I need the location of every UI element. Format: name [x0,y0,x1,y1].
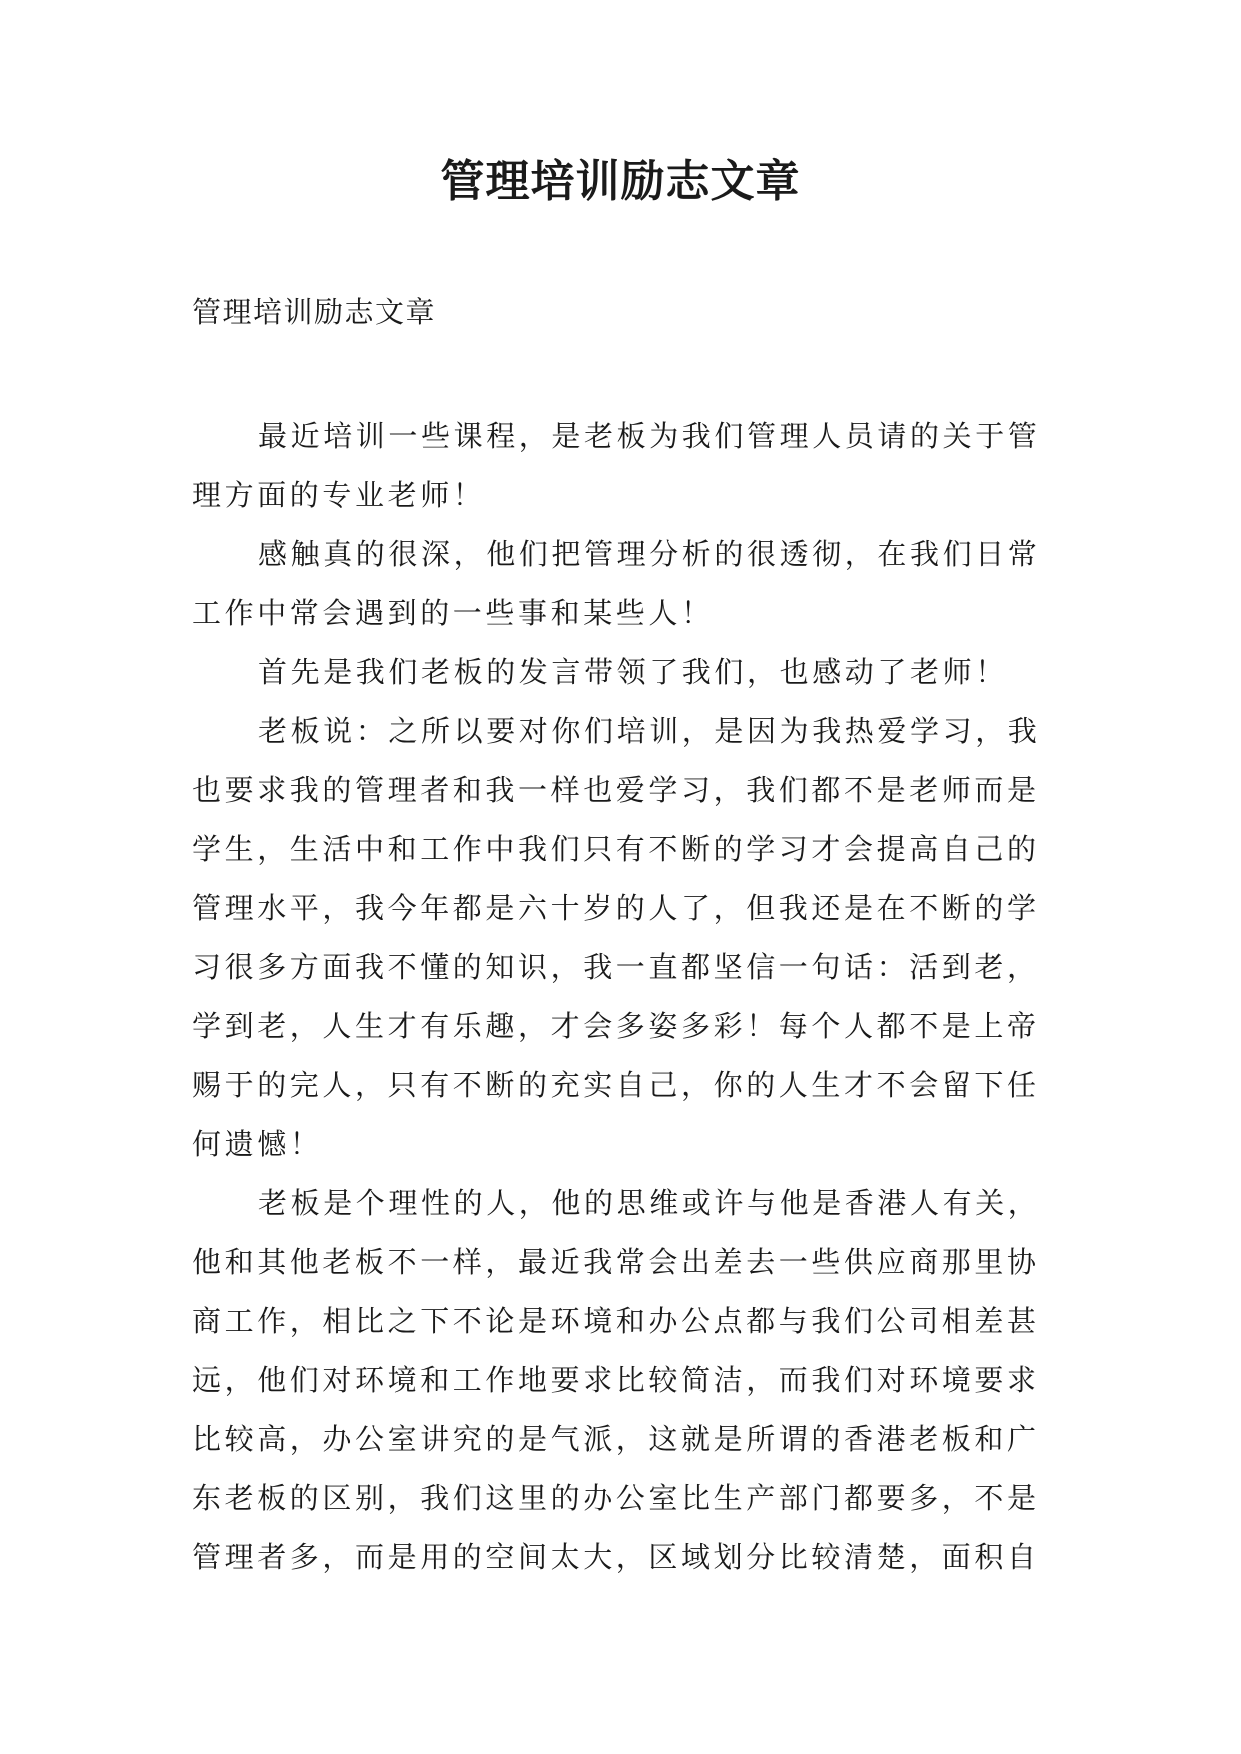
text-line: 他和其他老板不一样，最近我常会出差去一些供应商那里协 [192,1245,1040,1279]
text-line: 老板说：之所以要对你们培训，是因为我热爱学习，我 [258,714,1041,748]
text-line: 理方面的专业老师！ [192,478,486,512]
text-line: 习很多方面我不懂的知识，我一直都坚信一句话：活到老， [192,950,1040,984]
text-line: 学到老，人生才有乐趣，才会多姿多彩！每个人都不是上帝 [192,1009,1040,1043]
document-subtitle: 管理培训励志文章 [192,295,437,329]
text-line: 赐于的完人，只有不断的充实自己，你的人生才不会留下任 [192,1068,1040,1102]
text-line: 比较高，办公室讲究的是气派，这就是所谓的香港老板和广 [192,1422,1040,1456]
paragraph [192,407,1052,525]
paragraph [192,702,1052,1174]
text-line: 首先是我们老板的发言带领了我们，也感动了老师！ [258,655,1008,689]
paragraph [192,643,1052,702]
paragraph [192,525,1052,643]
document-body [192,407,1052,1587]
document-title: 管理培训励志文章 [440,156,801,207]
text-line: 学生，生活中和工作中我们只有不断的学习才会提高自己的 [192,832,1040,866]
text-line: 工作中常会遇到的一些事和某些人！ [192,596,714,630]
text-line: 最近培训一些课程，是老板为我们管理人员请的关于管 [258,419,1041,453]
text-line: 管理者多，而是用的空间太大，区域划分比较清楚，面积自 [192,1540,1040,1574]
text-line: 商工作，相比之下不论是环境和办公点都与我们公司相差甚 [192,1304,1040,1338]
paragraph [192,1174,1052,1587]
text-line: 感触真的很深，他们把管理分析的很透彻，在我们日常 [258,537,1041,571]
text-line: 东老板的区别，我们这里的办公室比生产部门都要多，不是 [192,1481,1040,1515]
text-line: 何遗憾！ [192,1127,323,1161]
text-line: 远，他们对环境和工作地要求比较简洁，而我们对环境要求 [192,1363,1040,1397]
text-line: 也要求我的管理者和我一样也爱学习，我们都不是老师而是 [192,773,1040,807]
text-line: 老板是个理性的人，他的思维或许与他是香港人有关， [258,1186,1041,1220]
text-line: 管理水平，我今年都是六十岁的人了，但我还是在不断的学 [192,891,1040,925]
